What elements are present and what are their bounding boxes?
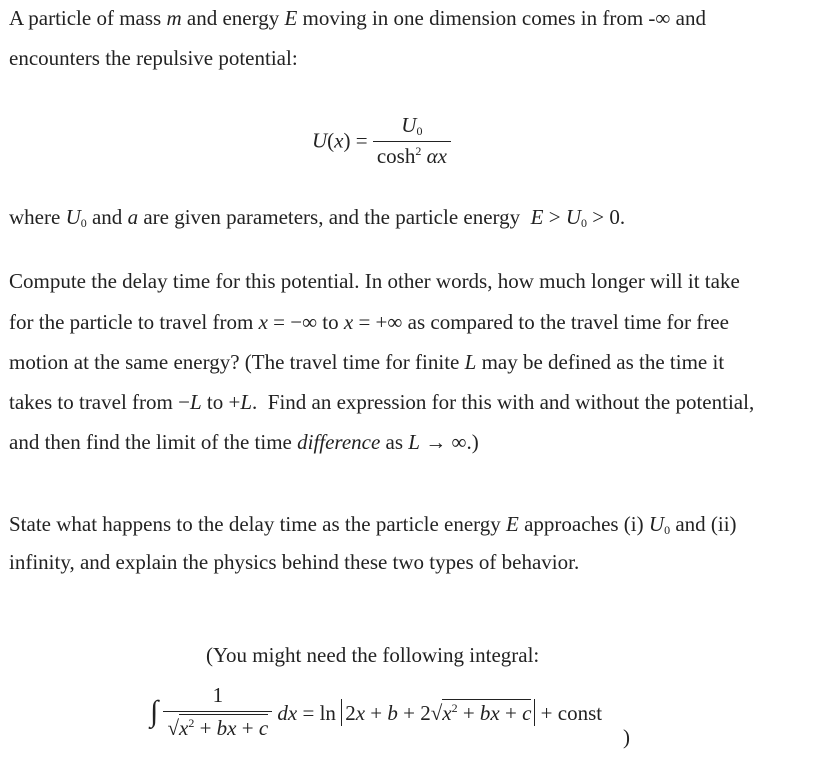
hint-closing-paren: ) xyxy=(623,725,630,749)
followup-line-1: State what happens to the delay time as the particle energy E approaches (i) $U_0$ and (ii) xyxy=(9,512,737,537)
hint-intro: (You might need the following integral: xyxy=(206,643,540,667)
intro-line-1: A particle of mass m and energy E moving in one dimension comes in from -∞ and xyxy=(9,6,706,30)
potential-fraction: $\frac{U_0}{\cosh^2 \alpha x}$ xyxy=(373,113,451,169)
integral-fraction: $\frac{1}{√x^2 + bx + c}$ xyxy=(163,683,272,741)
question-line-4: takes to travel from −L to +L. Find an expression for this with and without the potential, xyxy=(9,390,755,414)
question-line-3: motion at the same energy? (The travel time for finite L may be defined as the time it xyxy=(9,350,725,374)
parameters-line: where $U_0$ and a are given parameters, and the particle energy $E > U_0 > 0$. xyxy=(9,205,626,230)
question-line-1: Compute the delay time for this potential. In other words, how much longer will it take xyxy=(9,269,740,293)
potential-equation: U(x) = $\frac{U_0}{\cosh^2 \alpha x}$ xyxy=(312,113,451,169)
followup-line-2: infinity, and explain the physics behind these two types of behavior. xyxy=(9,550,580,574)
integral-sign: ∫ xyxy=(150,695,159,728)
intro-line-2: encounters the repulsive potential: xyxy=(9,46,298,70)
question-line-5: and then find the limit of the time difference as L → ∞.) xyxy=(9,430,479,454)
question-line-2: for the particle to travel from x = −∞ to x = +∞ as compared to the travel time for free xyxy=(9,310,729,334)
integral-formula: ∫ $\frac{1}{√x^2 + bx + c}$ dx = $\ln 2x + b + 2√x^2$ + bx + c + const xyxy=(150,683,603,740)
